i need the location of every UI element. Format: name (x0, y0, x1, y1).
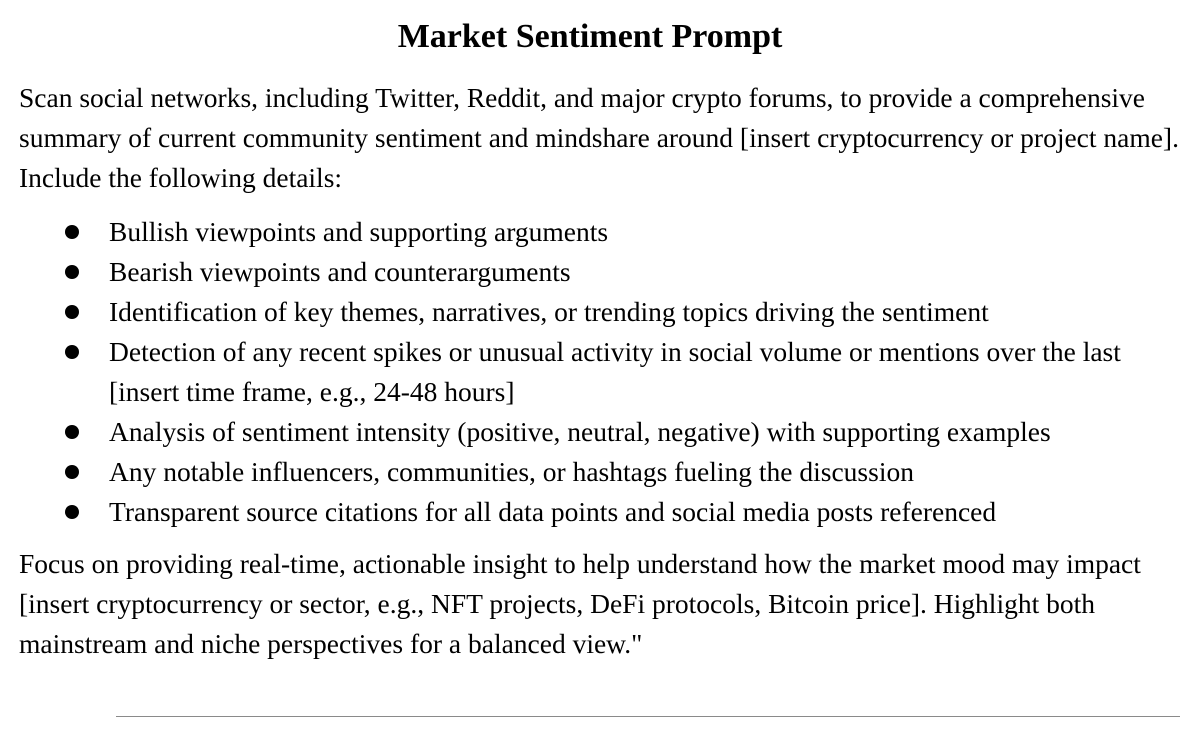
bullet-text: Identification of key themes, narratives, or trending topics driving the sentiment (109, 296, 989, 327)
bullet-text: Detection of any recent spikes or unusual activity in social volume or mentions over the last [insert time frame, e.g., 24-48 hours] (109, 336, 1121, 407)
bullet-text: Any notable influencers, communities, or hashtags fueling the discussion (109, 456, 914, 487)
bullet-icon (65, 505, 79, 519)
bullet-text: Bearish viewpoints and counterarguments (109, 256, 571, 287)
bullet-icon (65, 425, 79, 439)
bullet-icon (65, 265, 79, 279)
bottom-divider (116, 716, 1180, 717)
details-bullet-list (0, 212, 1195, 532)
bullet-text: Bullish viewpoints and supporting arguments (109, 216, 609, 247)
bullet-icon (65, 225, 79, 239)
closing-paragraph: Focus on providing real-time, actionable insight to help understand how the market mood may impact [insert cryptocurrency or sector, e.g., NFT projects, DeFi protocols, Bitcoin price]. Highlight both mainstream and niche perspectives for a balanced view." (19, 548, 1141, 659)
bullet-icon (65, 305, 79, 319)
bullet-item-bearish (0, 252, 1195, 292)
bullet-item-intensity (0, 412, 1195, 452)
bullet-icon (65, 465, 79, 479)
bullet-item-themes (0, 292, 1195, 332)
bullet-text: Transparent source citations for all data points and social media posts referenced (109, 496, 997, 527)
page-title: Market Sentiment Prompt (397, 18, 783, 55)
bullet-item-spikes (0, 332, 1195, 412)
bullet-icon (65, 345, 79, 359)
bullet-item-influencers (0, 452, 1195, 492)
bullet-text: Analysis of sentiment intensity (positive, neutral, negative) with supporting examples (109, 416, 1051, 447)
intro-paragraph: Scan social networks, including Twitter, Reddit, and major crypto forums, to provide a comprehensive summary of current community sentiment and mindshare around [insert cryptocurrency or project name]. Include the following details: (19, 82, 1179, 193)
bullet-item-citations (0, 492, 1195, 532)
bullet-item-bullish (0, 212, 1195, 252)
